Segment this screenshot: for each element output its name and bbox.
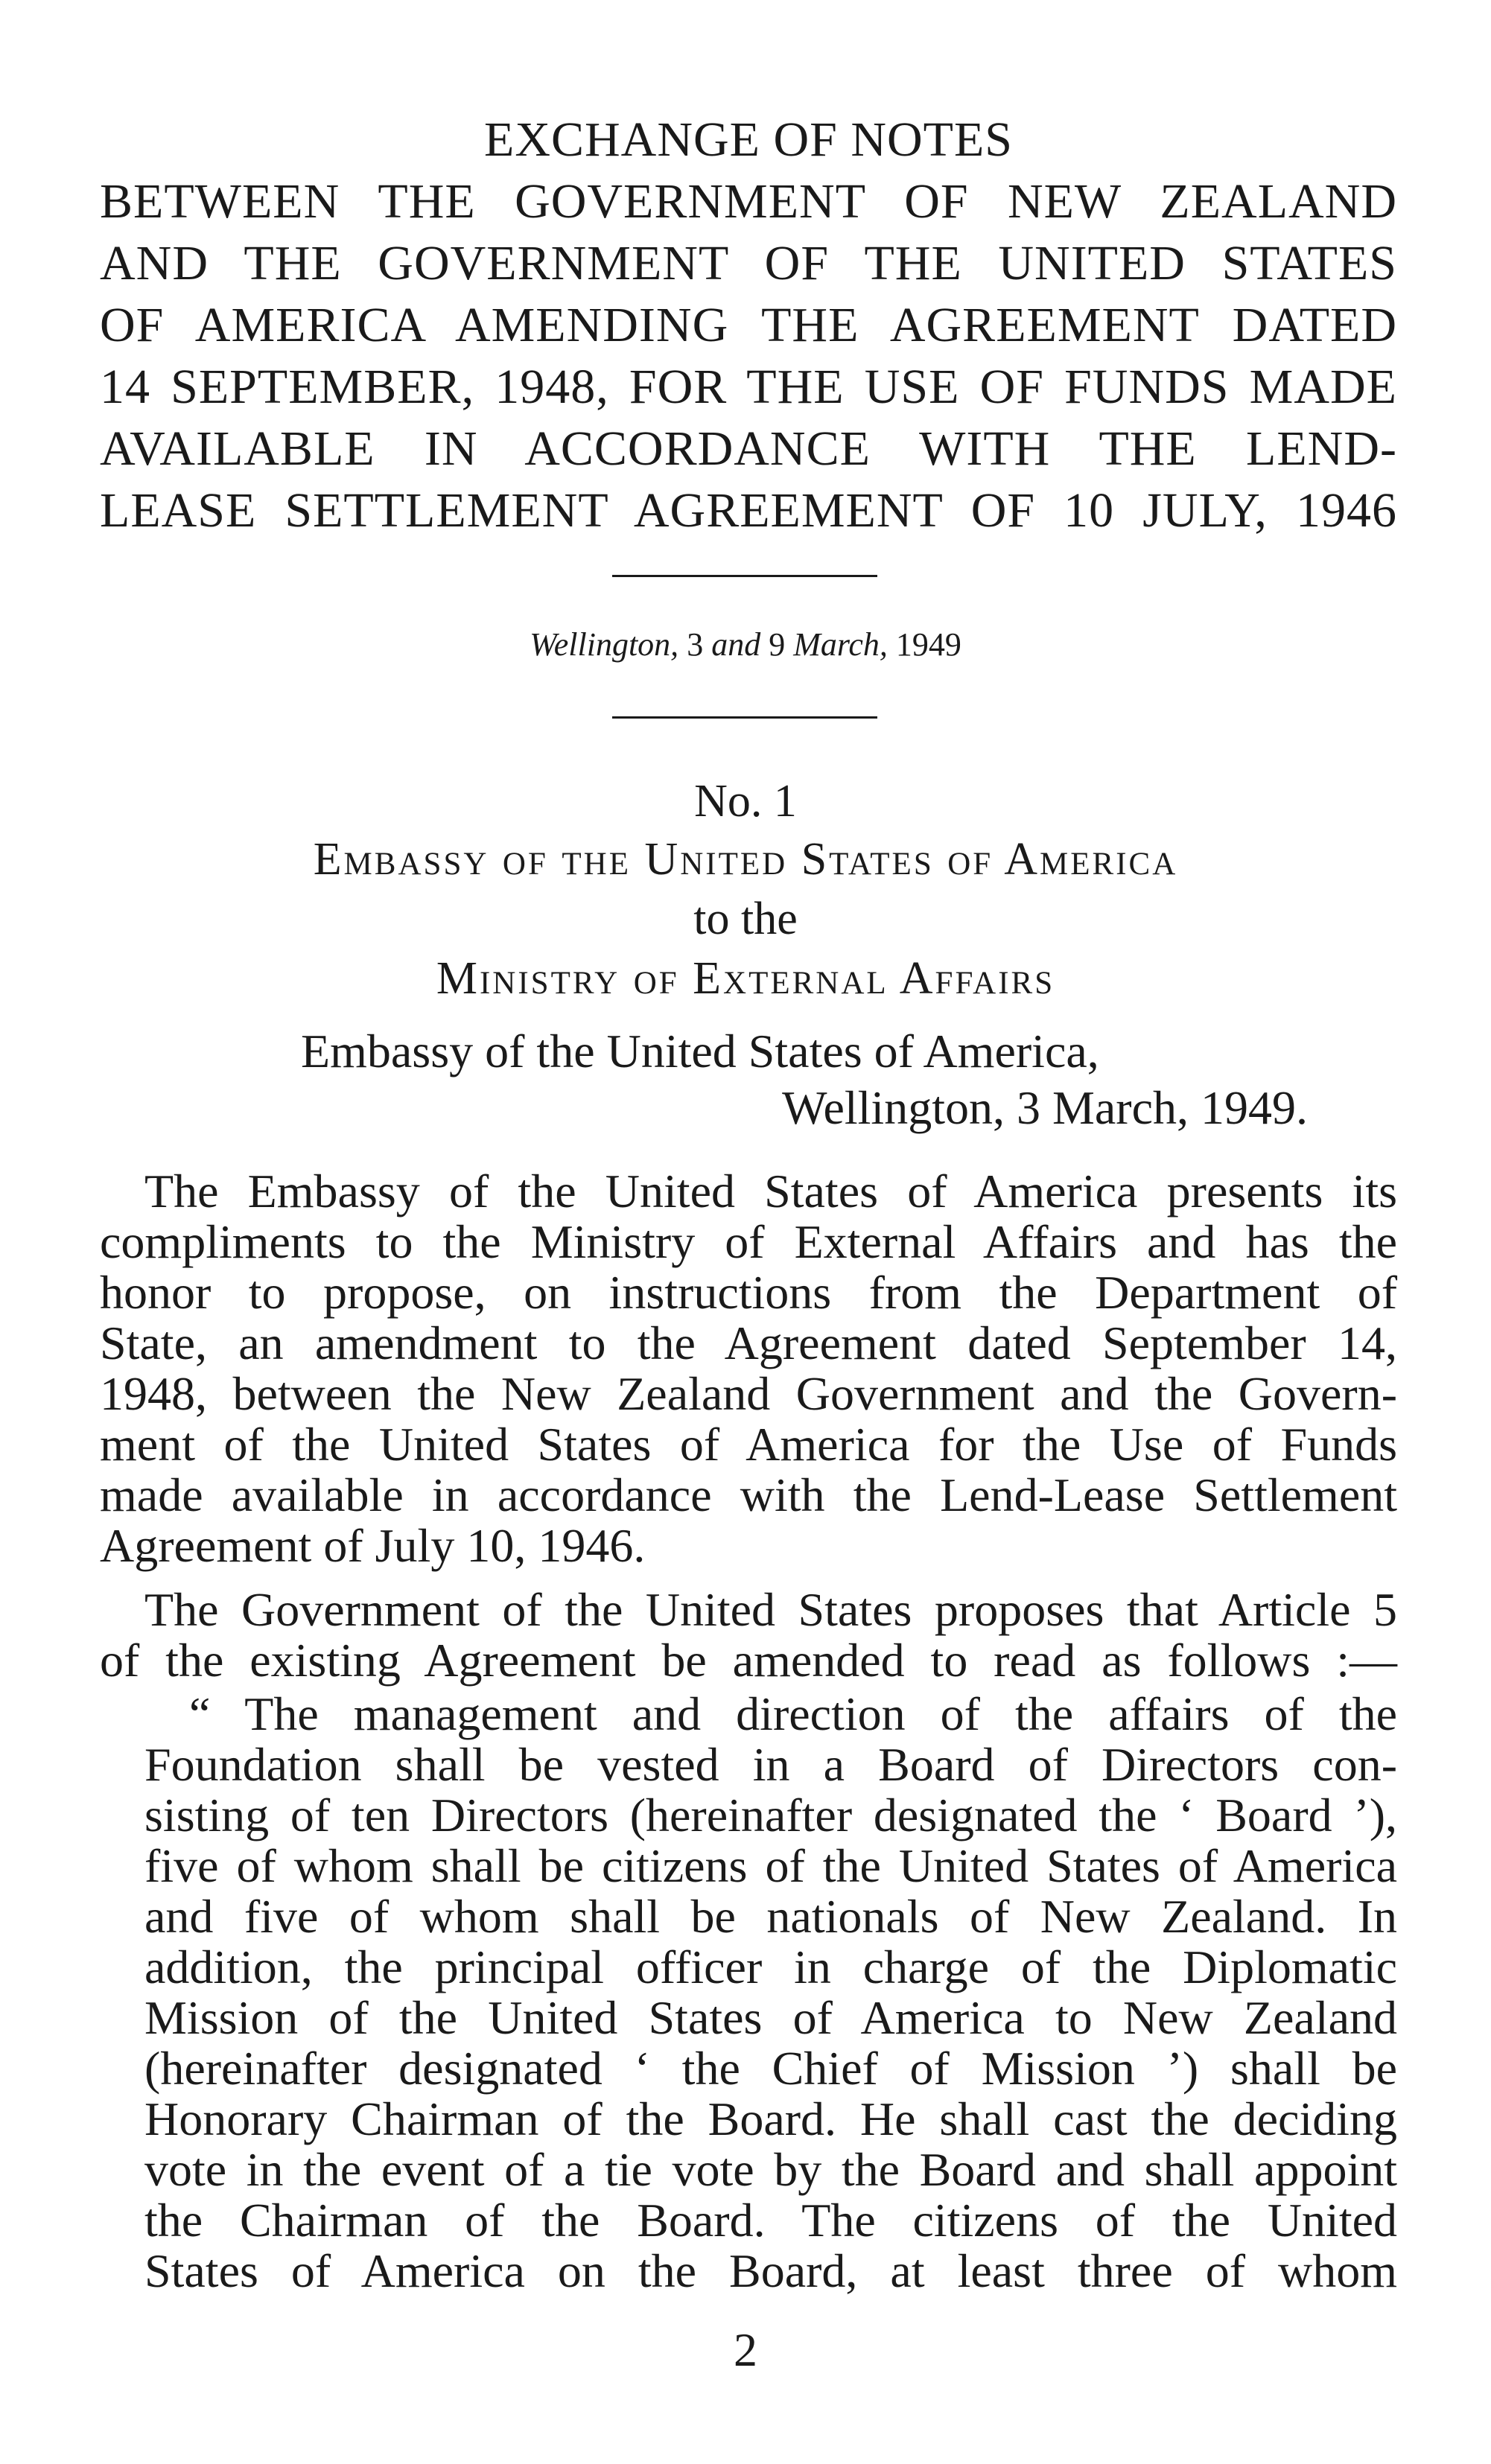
note-sender: Embassy of the United States of America — [313, 834, 1178, 885]
dateline-place: Wellington, — [530, 626, 679, 663]
quote-line: Honorary Chairman of the Board. He shall cast the deciding — [144, 2092, 1397, 2145]
paragraph-line: State, an amendment to the Agreement dated September 14, — [100, 1317, 1397, 1369]
dateline-year: 1949 — [887, 626, 961, 663]
paragraph-line: of the existing Agreement be amended to read as follows :— — [100, 1634, 1397, 1687]
title-line: EXCHANGE OF NOTES — [484, 112, 1013, 167]
paragraph-line: Agreement of July 10, 1946. — [100, 1519, 646, 1572]
quote-line: Foundation shall be vested in a Board of Directors con- — [144, 1738, 1397, 1791]
quote-line: sisting of ten Directors (hereinafter designated the ‘ Board ’), — [144, 1789, 1397, 1841]
sender-address: Embassy of the United States of America, — [301, 1025, 1099, 1077]
note-to: to the — [693, 894, 798, 944]
divider-rule — [612, 575, 877, 577]
title-line: OF AMERICA AMENDING THE AGREEMENT DATED — [100, 298, 1397, 352]
title-line: AND THE GOVERNMENT OF THE UNITED STATES — [100, 236, 1397, 290]
title-line: AVAILABLE IN ACCORDANCE WITH THE LEND- — [100, 421, 1397, 476]
paragraph-line: compliments to the Ministry of External Affairs and has the — [100, 1215, 1397, 1268]
divider-rule — [612, 716, 877, 719]
paragraph-1 — [100, 1166, 1397, 1571]
paragraph-line: The Embassy of the United States of America presents its — [144, 1165, 1397, 1217]
document-title — [100, 109, 1397, 541]
quote-line: five of whom shall be citizens of the United States of America — [144, 1839, 1397, 1892]
paragraph-line: 1948, between the New Zealand Government and the Govern- — [100, 1367, 1397, 1420]
quote-line: “ The management and direction of the affairs of the — [189, 1687, 1397, 1740]
quote-line: addition, the principal officer in charge of the Diplomatic — [144, 1941, 1397, 1993]
dateline-month: March, — [793, 626, 888, 663]
dateline-day1: 3 — [678, 626, 712, 663]
paragraph-line: made available in accordance with the Lend-Lease Settlement — [100, 1468, 1397, 1521]
note-recipient: Ministry of External Affairs — [436, 953, 1055, 1004]
quote-line: the Chairman of the Board. The citizens of the United — [144, 2194, 1397, 2247]
quoted-article — [144, 1689, 1397, 2296]
note-number: No. 1 — [694, 776, 797, 827]
paragraph-2 — [100, 1585, 1397, 1686]
quote-line: (hereinafter designated ‘ the Chief of Mission ’) shall be — [144, 2042, 1397, 2095]
paragraph-line: The Government of the United States proposes that Article 5 — [144, 1583, 1397, 1636]
quote-line: Mission of the United States of America to New Zealand — [144, 1991, 1397, 2044]
dateline-day2: 9 — [760, 626, 794, 663]
paragraph-line: honor to propose, on instructions from the Department of — [100, 1266, 1397, 1319]
title-line: LEASE SETTLEMENT AGREEMENT OF 10 JULY, 1946 — [100, 483, 1397, 538]
quote-line: States of America on the Board, at least three of whom — [144, 2244, 1397, 2297]
title-line: BETWEEN THE GOVERNMENT OF NEW ZEALAND — [100, 174, 1397, 229]
dateline-and: and — [711, 626, 761, 663]
title-line: 14 SEPTEMBER, 1948, FOR THE USE OF FUNDS MADE — [100, 360, 1397, 414]
paragraph-line: ment of the United States of America for the Use of Funds — [100, 1418, 1397, 1471]
page-number: 2 — [734, 2323, 757, 2376]
sender-date: Wellington, 3 March, 1949. — [782, 1081, 1308, 1134]
dateline — [0, 624, 1491, 666]
quote-line: vote in the event of a tie vote by the Board and shall appoint — [144, 2143, 1397, 2196]
quote-line: and five of whom shall be nationals of New Zealand. In — [144, 1890, 1397, 1943]
